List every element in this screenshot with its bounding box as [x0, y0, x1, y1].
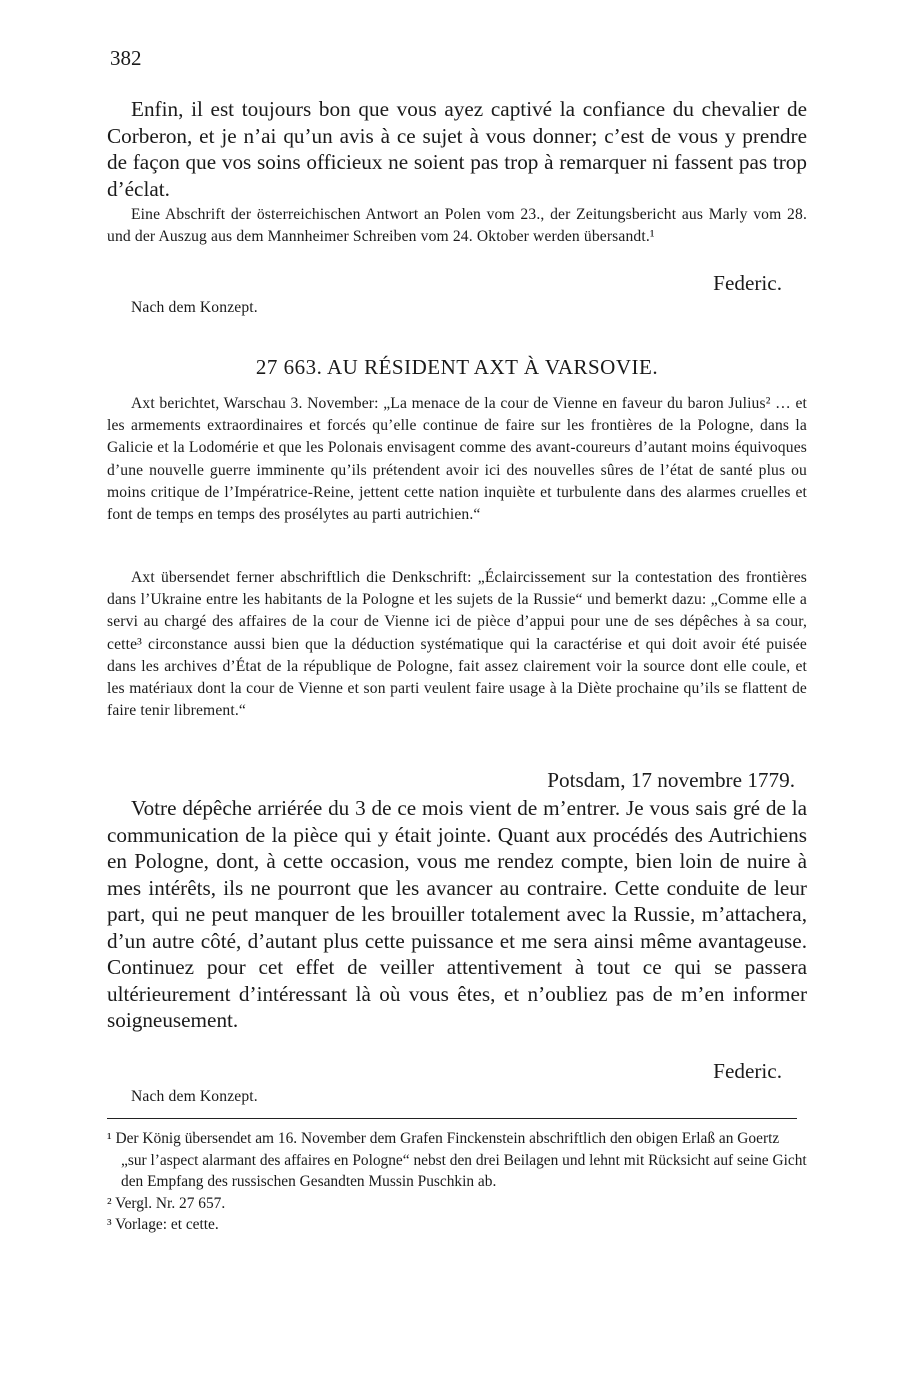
- page-number: 382: [110, 46, 142, 70]
- footnote-1: ¹ Der König übersendet am 16. November dem Grafen Finckenstein abschriftlich den obigen Erlaß an Goertz „sur l’aspect alarmant des affaires en Pologne“ nebst den drei Beilagen und lehnt mit Rücksicht auf seine Gicht den Empfang des russischen Gesandten Mussin Puschkin ab.: [107, 1130, 807, 1190]
- letter-source: Nach dem Konzept.: [131, 1088, 258, 1105]
- letter-dateline: Potsdam, 17 novembre 1779.: [547, 768, 795, 792]
- intro-source: Nach dem Konzept.: [131, 299, 258, 316]
- letter-summary-2: Axt übersendet ferner abschriftlich die Denkschrift: „Éclaircissement sur la contestation des frontières dans l’Ukraine entre les habitants de la Pologne et les sujets de la Russie“ und bemerkt dazu: „Comme elle a servi au chargé des affaires de la cour de Vienne ici de pièce d’appui pour une de ses dépêches à sa cour, cette³ circonstance aussi bien que la déduction systématique qui la caractérise et qui doit avoir été puisée dans les archives d’État de la république de Pologne, fait assez clairement voir la source dont elle coule, et les matériaux dont la cour de Vienne et son parti veulent faire usage à la Diète prochaine qu’ils se flattent de faire tenir librement.“: [107, 569, 807, 720]
- footnote-3: ³ Vorlage: et cette.: [107, 1216, 219, 1233]
- footnote-2: ² Vergl. Nr. 27 657.: [107, 1194, 226, 1212]
- intro-paragraph: Enfin, il est toujours bon que vous ayez captivé la confiance du chevalier de Corberon, et je n’ai qu’un avis à ce sujet à vous donner; c’est de vous y prendre de façon que vos soins officieux ne soient pas trop à remarquer ni fassent pas trop d’éclat.: [107, 97, 807, 201]
- footnote-rule: [107, 1118, 797, 1119]
- letter-signature: Federic.: [713, 1059, 782, 1083]
- letter-summary-1: Axt berichtet, Warschau 3. November: „La menace de la cour de Vienne en faveur du baron Julius² … et les armements extraordinaires et forcés qu’elle continue de faire sur les frontières de la Pologne, dans la Galicie et la Lodomérie et que les Polonais envisagent comme des avant-coureurs d’autant moins équivoques d’une nouvelle guerre imminente qu’ils prétendent avoir ici des nouvelles sûres de l’état de santé plus ou moins critique de l’Impératrice-Reine, jettent cette nation inquiète et turbulente dans des alarmes cruelles et font de temps en temps des prosélytes au parti autrichien.“: [107, 395, 807, 524]
- intro-note: Eine Abschrift der österreichischen Antwort an Polen vom 23., der Zeitungsbericht aus Marly vom 28. und der Auszug aus dem Mannheimer Schreiben vom 24. Oktober werden übersandt.¹: [107, 206, 807, 246]
- footnotes: [107, 1128, 807, 1236]
- letter-body: Votre dépêche arriérée du 3 de ce mois vient de m’entrer. Je vous sais gré de la communication de la pièce qui y était jointe. Quant aux procédés des Autrichiens en Pologne, dont, à cette occasion, vous me rendez compte, bien loin de nuire à mes intérêts, ils ne pourront que les avancer au contraire. Cette conduite de leur part, qui ne peut manquer de les brouiller totalement avec la Russie, m’attachera, d’un autre côté, d’autant plus cette puissance et me sera ainsi même avantageuse. Continuez pour cet effet de veiller attentivement à tout ce qui se passera ultérieurement d’intéressant là où vous êtes, et n’oubliez pas de m’en informer soigneusement.: [107, 796, 807, 1032]
- intro-signature: Federic.: [713, 271, 782, 295]
- letter-heading: 27 663. AU RÉSIDENT AXT À VARSOVIE.: [255, 355, 659, 379]
